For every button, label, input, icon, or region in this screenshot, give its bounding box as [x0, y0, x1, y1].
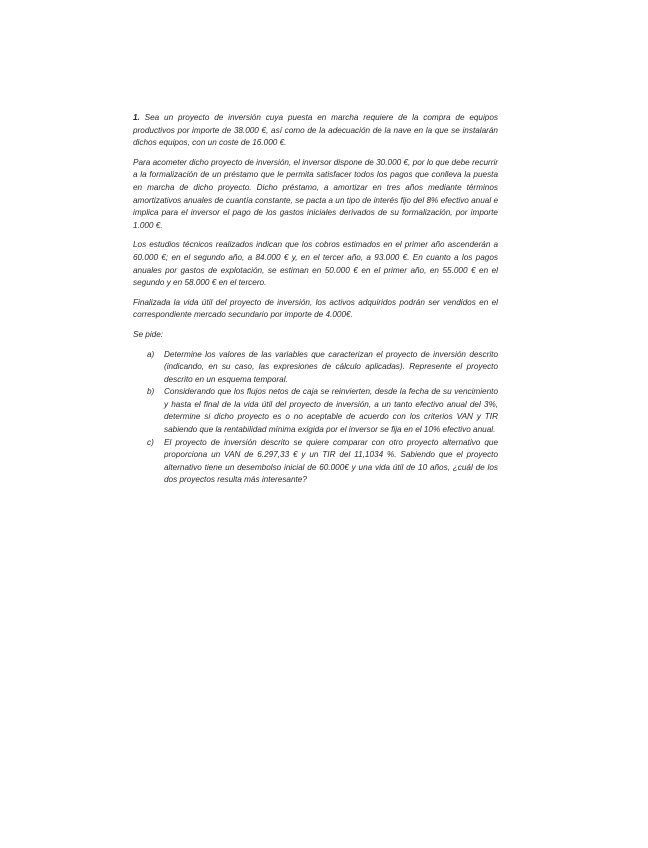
list-item	[147, 349, 498, 387]
paragraph-residual-value: Finalizada la vida útil del proyecto de inversión, los activos adquiridos podrán ser vendidos en el correspondiente mercado secundario por importe de 4.000€.	[133, 297, 498, 320]
list-item	[147, 437, 498, 487]
list-marker: c)	[147, 437, 154, 447]
list-item	[147, 386, 498, 436]
question-list	[133, 349, 498, 488]
document-page	[133, 112, 498, 487]
list-marker: b)	[147, 387, 155, 397]
list-item-text: Determine los valores de las variables que caracterizan el proyecto de inversión descrito (indicando, en su caso, las expresiones de cálculo aplicadas). Represente el proyecto descrito en un esquema temporal.	[164, 349, 498, 384]
list-item-text: Considerando que los flujos netos de caja se reinvierten, desde la fecha de su vencimiento y hasta el final de la vida útil del proyecto de inversión, a un tanto efectivo anual del 3%, determine si dicho proyecto es o no aceptable de acuerdo con los criterios VAN y TIR sabiendo que la rentabilidad mínima exigida por el inversor se fija en el 10% efectivo anual.	[164, 387, 498, 435]
paragraph-cashflows: Los estudios técnicos realizados indican que los cobros estimados en el primer año ascenderán a 60.000 €; en el segundo año, a 84.000 € y, en el tercer año, a 93.000 €. En cuanto a los pagos anuales por gastos de explotación, se estiman en 50.000 € en el primer año, en 55.000 € en el segundo y en 58.000 € en el tercero.	[133, 240, 498, 288]
paragraph-intro	[133, 112, 498, 150]
list-item-text: El proyecto de inversión descrito se quiere comparar con otro proyecto alternativo que proporciona un VAN de 6.297,33 € y un TIR del 11,1034 %. Sabiendo que el proyecto alternativo tiene un desembolso inicial de 60.000€ y una vida útil de 10 años, ¿cuál de los dos proyectos resulta más interesante?	[164, 437, 498, 485]
paragraph-question-intro: Se pide:	[133, 329, 164, 339]
paragraph-intro-text: Sea un proyecto de inversión cuya puesta en marcha requiere de la compra de equipos productivos por importe de 38.000 €, así como de la adecuación de la nave en la que se instalarán dichos equipos, con un coste de 16.000 €.	[133, 113, 498, 148]
list-marker: a)	[147, 349, 155, 359]
paragraph-financing: Para acometer dicho proyecto de inversión, el inversor dispone de 30.000 €, por lo que debe recurrir a la formalización de un préstamo que le permita satisfacer todos los pagos que conlleva la puesta en marcha de dicho proyecto. Dicho préstamo, a amortizar en tres años mediante términos amortizativos anuales de cuantía constante, se pacta a un tipo de interés fijo del 8% efectivo anual e implica para el inversor el pago de los gastos iniciales derivados de su formalización, por importe 1.000 €.	[133, 157, 498, 230]
problem-number: 1.	[133, 113, 140, 122]
